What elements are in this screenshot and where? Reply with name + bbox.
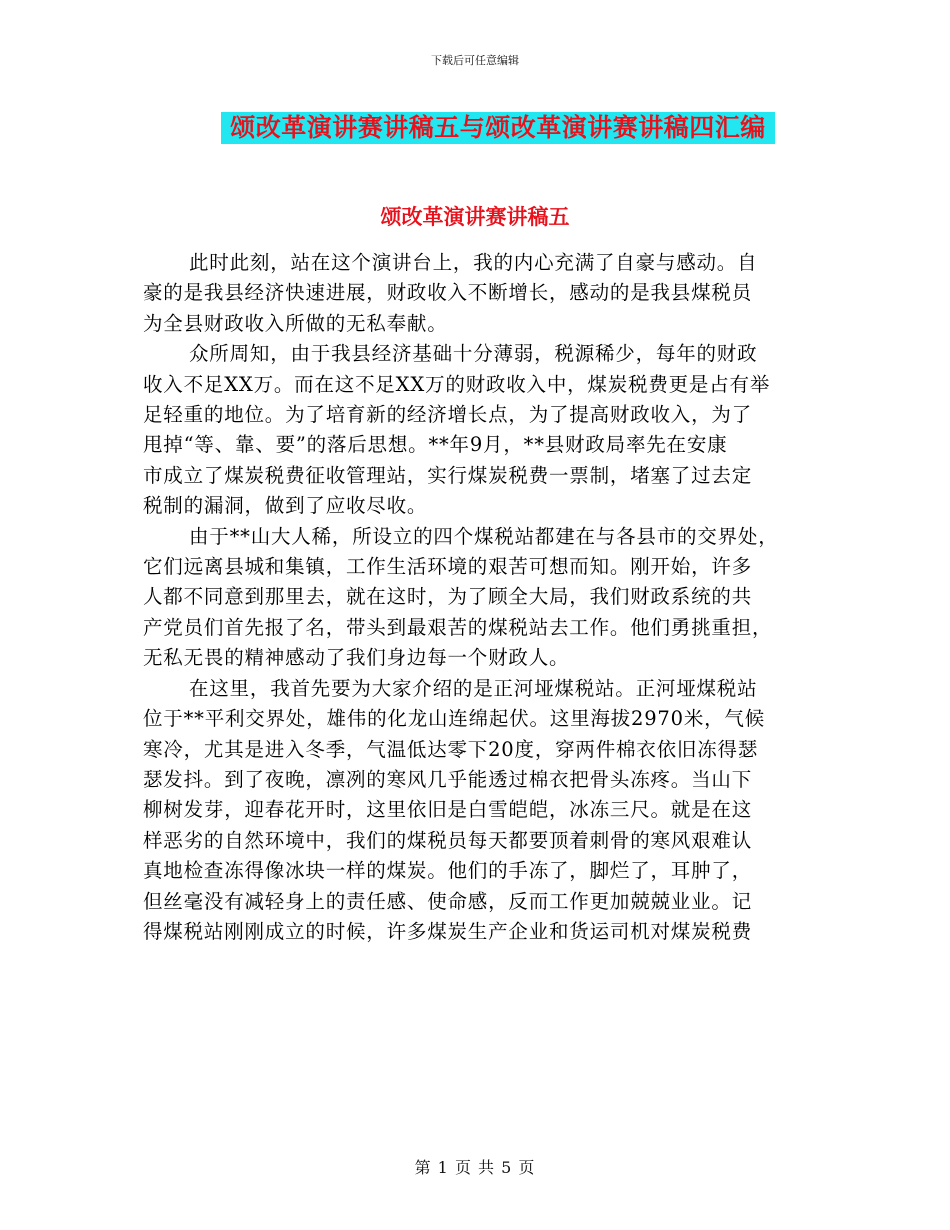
paragraph	[143, 522, 811, 674]
body-text	[143, 248, 811, 947]
text-line: 寒冷，尤其是进入冬季，气温低达零下20度，穿两件棉衣依旧冻得瑟	[143, 737, 759, 761]
text-line: 产党员们首先报了名，带头到最艰苦的煤税站去工作。他们勇挑重担，	[143, 615, 773, 639]
text-line: 在这里，我首先要为大家介绍的是正河垭煤税站。正河垭煤税站	[189, 676, 758, 700]
text-line: 瑟发抖。到了夜晚，凛冽的寒风几乎能透过棉衣把骨头冻疼。当山下	[143, 767, 753, 791]
text-line: 为全县财政收入所做的无私奉献。	[143, 311, 448, 335]
text-line: 由于**山大人稀，所设立的四个煤税站都建在与各县市的交界处，	[189, 524, 779, 548]
paragraph	[143, 248, 811, 339]
text-line: 市成立了煤炭税费征收管理站，实行煤炭税费一票制，堵塞了过去定	[143, 463, 753, 487]
text-line: 真地检查冻得像冰块一样的煤炭。他们的手冻了，脚烂了，耳肿了，	[143, 859, 753, 883]
document-title: 颂改革演讲赛讲稿五与颂改革演讲赛讲稿四汇编	[221, 112, 775, 144]
text-line: 豪的是我县经济快速进展，财政收入不断增长，感动的是我县煤税员	[143, 281, 753, 305]
text-line: 样恶劣的自然环境中，我们的煤税员每天都要顶着刺骨的寒风艰难认	[143, 828, 753, 852]
text-line: 无私无畏的精神感动了我们身边每一个财政人。	[143, 646, 570, 670]
text-line: 人都不同意到那里去，就在这时，为了顾全大局，我们财政系统的共	[143, 585, 753, 609]
section-title: 颂改革演讲赛讲稿五	[380, 204, 570, 229]
text-line: 但丝毫没有减轻身上的责任感、使命感，反而工作更加兢兢业业。记	[143, 889, 753, 913]
text-line: 足轻重的地位。为了培育新的经济增长点，为了提高财政收入，为了	[143, 403, 753, 427]
paragraph	[143, 339, 811, 521]
text-line: 柳树发芽，迎春花开时，这里依旧是白雪皑皑，冰冻三尺。就是在这	[143, 798, 753, 822]
text-line: 位于**平利交界处，雄伟的化龙山连绵起伏。这里海拔2970米，气候	[143, 707, 766, 731]
text-line: 收入不足XX万。而在这不足XX万的财政收入中，煤炭税费更是占有举	[143, 372, 771, 396]
text-line: 甩掉“等、靠、要”的落后思想。**年9月，**县财政局率先在安康	[143, 433, 728, 457]
paragraph	[143, 674, 811, 948]
text-line: 税制的漏洞，做到了应收尽收。	[143, 494, 428, 518]
text-line: 得煤税站刚刚成立的时候，许多煤炭生产企业和货运司机对煤炭税费	[143, 919, 753, 943]
text-line: 此时此刻，站在这个演讲台上，我的内心充满了自豪与感动。自	[189, 251, 758, 274]
page-indicator: 第 1 页 共 5 页	[414, 1158, 536, 1177]
text-line: 众所周知，由于我县经济基础十分薄弱，税源稀少，每年的财政	[189, 342, 758, 366]
text-line: 它们远离县城和集镇，工作生活环境的艰苦可想而知。刚开始，许多	[143, 555, 753, 579]
header-note: 下载后可任意编辑	[431, 54, 519, 67]
